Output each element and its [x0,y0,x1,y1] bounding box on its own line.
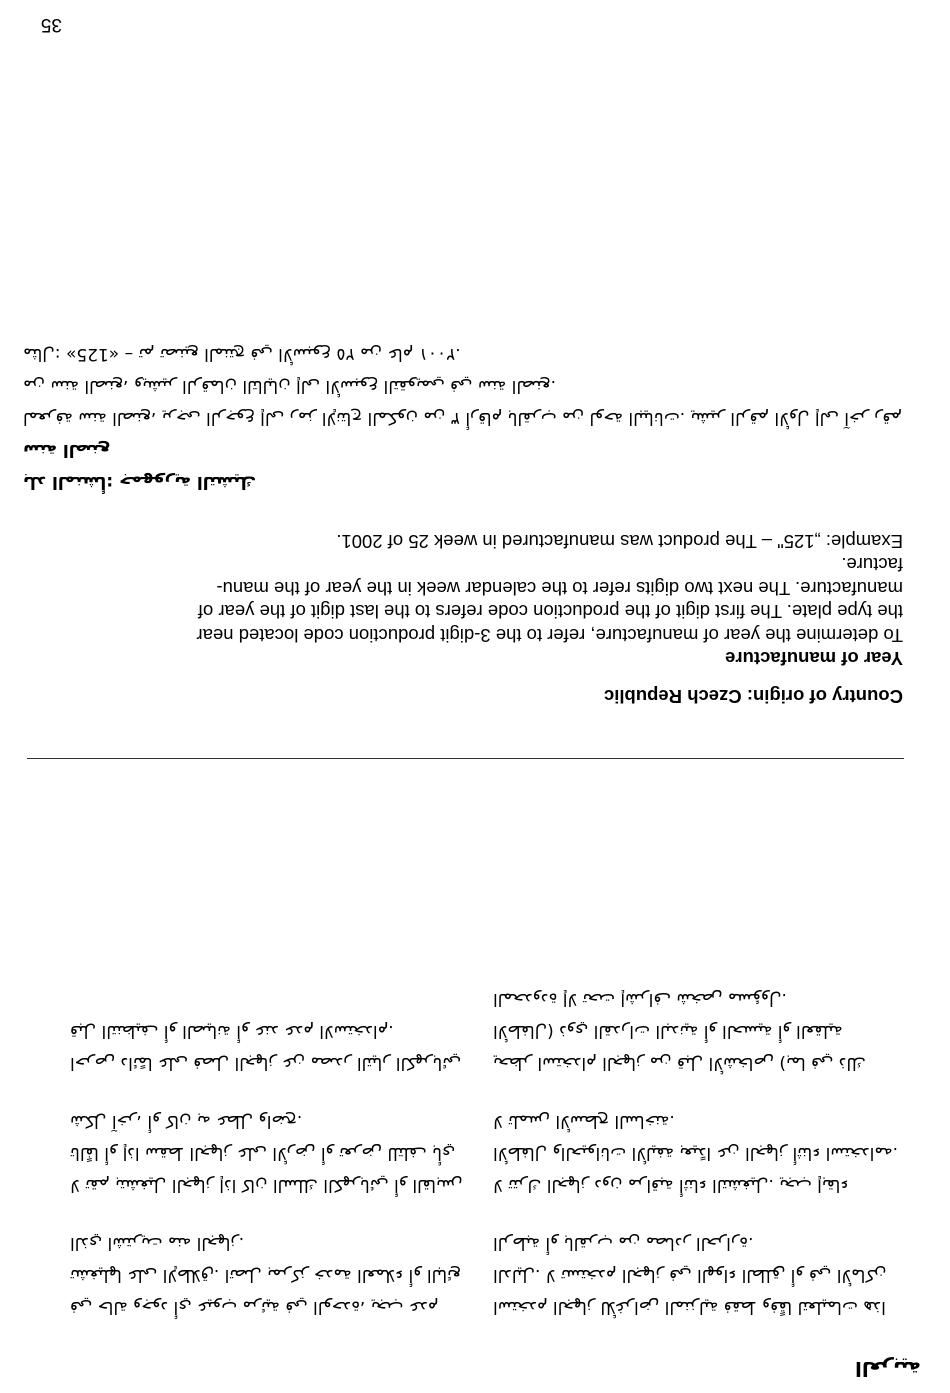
body-line: facture. [841,554,903,576]
arabic-year-heading: سنة الصنع [23,440,111,460]
page-number: 35 [40,14,62,35]
arabic-paragraph: في حالة وجود أي عيوب مرئية في الوحدة، يجب عدم تشغيلها على الإطلاق. اتصل بمركز خدمة العملاء أو البائع الذي اشتريت منه الجهاز. [70,1233,461,1317]
arabic-origin-heading: بلد المنشأ: جمهورية التشيك [23,472,257,492]
section-divider [27,758,904,759]
arabic-paragraph: احرص دائمًا على فصل الجهاز عن مصدر التيار الكهربائي قبل التنظيف أو الصيانة أو عند عدم الاستخدام. [70,1021,462,1073]
example-line: Example: „125" – The product was manufactured in week 25 of 2001. [336,531,903,552]
body-line: manufacture. The next two digits refer to the calendar week in the year of the manu- [216,578,903,599]
arabic-paragraph: استخدم الجهاز للأغراض المنزلية فقط وفقًا لتعليمات هذا الدليل. لا تستخدم الجهاز في الهواء الطلق أو في الأماكن الرطبة أو بالقرب من مصادر الحرارة. [493,1233,887,1317]
arabic-paragraph: لا تترك الجهاز دون مراقبة أثناء التشغيل. يجب إبقاء الأطفال والحيوانات الأليفة بعيدًا عن الجهاز أثناء استخدامه. لا تلمس الأسطح الساخنة. [493,1111,898,1195]
arabic-year-example: مثال: «125» – تم تصنيع المنتج في الأسبوع ٢٥ من عام ٢٠٠١. [23,344,461,364]
english-origin-section [23,530,903,709]
year-of-manufacture-heading: Year of manufacture [725,648,903,670]
arabic-column-left [493,957,903,1323]
arabic-paragraph: يحظر استخدام الجهاز من قبل الأشخاص (بما في ذلك الأطفال) ذوي القدرات البدنية أو الحسية أو العقلية المحدودة إلا تحت إشراف شخص مسؤول. [493,989,866,1073]
arabic-origin-section [23,338,903,498]
body-line: To determine the year of manufacture, refer to the 3-digit production code located near [196,625,903,646]
body-line: the type plate. The first digit of the production code refers to the last digit of the year of [197,601,903,623]
country-of-origin-heading: Country of origin: Czech Republic [603,686,903,707]
arabic-column-right [70,989,480,1323]
arabic-paragraph: لا تقم بتشغيل الجهاز إذا كان السلك الكهربائي أو القابس تالفًا أو إذا سقط الجهاز على الأرض أو تعرض للتلف بأي شكل آخر، أو كان به عطل واضح. [70,1111,463,1195]
arabic-section-heading: العربية [855,1357,921,1381]
arabic-year-body: لمعرفة سنة الصنع، يرجى الرجوع إلى رمز الإنتاج المكون من ٣ أرقام بالقرب من لوحة البيانات. يشير الرقم الأول إلى آخر رقم من سنة الصنع، ويشير الرقمان التاليان إلى الأسبوع التقويمي في سنة الصنع. [23,376,902,428]
